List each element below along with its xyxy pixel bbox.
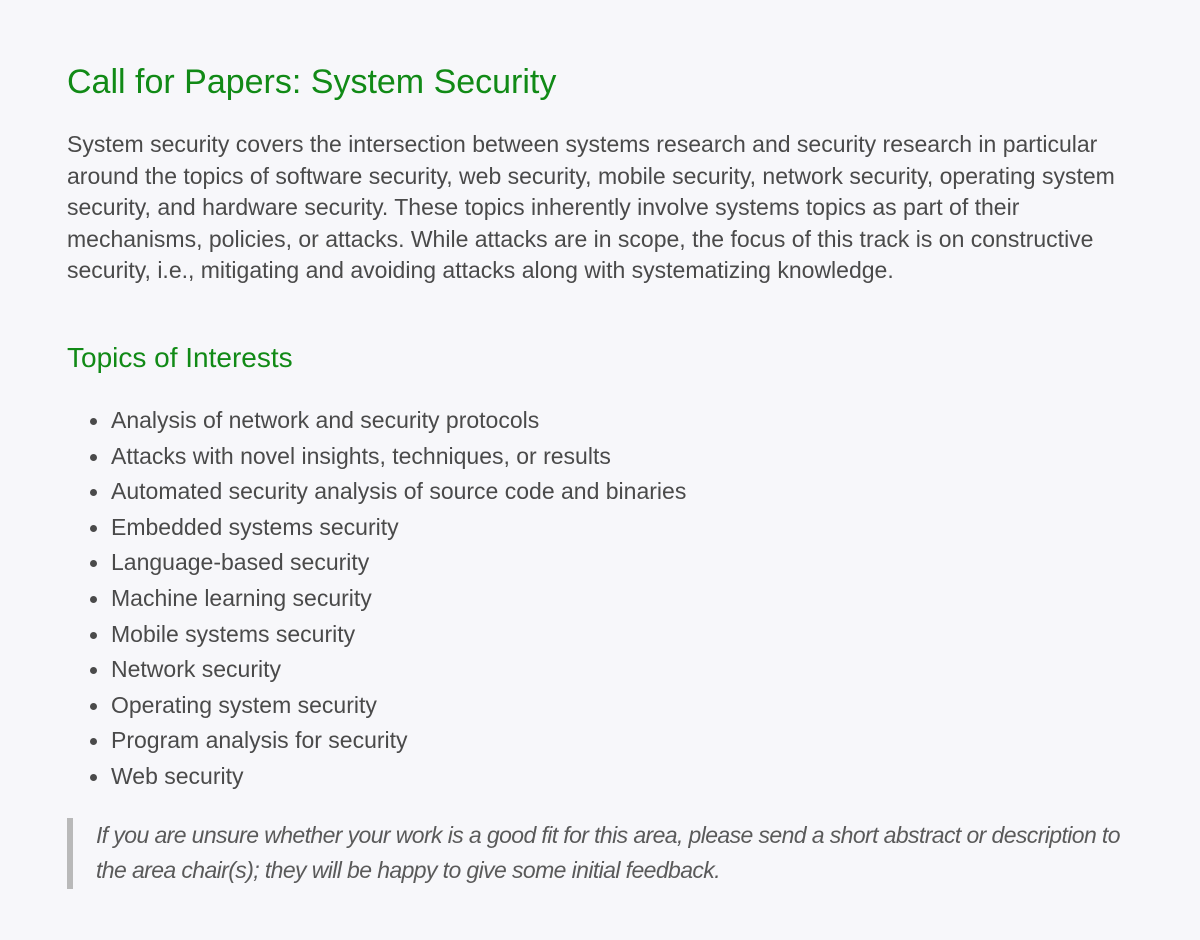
bullet-icon xyxy=(90,774,97,781)
topic-label: Analysis of network and security protocols xyxy=(111,407,540,433)
bullet-icon xyxy=(90,454,97,461)
list-item xyxy=(67,439,686,475)
list-item xyxy=(67,403,686,439)
topic-label: Language-based security xyxy=(111,549,370,576)
list-item xyxy=(67,474,686,510)
list-item xyxy=(67,617,686,653)
topic-label: Program analysis for security xyxy=(111,727,408,754)
topic-label: Mobile systems security xyxy=(111,620,356,647)
intro-paragraph: System security covers the intersection between systems research and security research in particular around the topics of software security, web security, mobile security, network security, operating system security, and hardware security. These topics inherently involve systems topics as part of their mechanisms, policies, or attacks. While attacks are in scope, the focus of this track is on constructive security, i.e., mitigating and avoiding attacks along with systematizing knowledge. xyxy=(67,131,1115,284)
topic-label: Web security xyxy=(111,762,244,789)
topics-list xyxy=(67,403,686,795)
list-item xyxy=(67,688,686,724)
topic-label: Attacks with novel insights, techniques, or results xyxy=(111,442,611,469)
bullet-icon xyxy=(90,632,97,639)
bullet-icon xyxy=(90,667,97,674)
bullet-icon xyxy=(90,525,97,532)
list-item xyxy=(67,652,686,688)
feedback-note-text: If you are unsure whether your work is a good fit for this area, please send a short abstract or description to the area chair(s); they will be happy to give some initial feedback. xyxy=(96,822,1120,883)
feedback-note xyxy=(67,818,1137,889)
topic-label: Machine learning security xyxy=(111,584,372,611)
page-title: Call for Papers: System Security xyxy=(67,63,557,101)
topic-label: Network security xyxy=(111,656,281,683)
bullet-icon xyxy=(90,703,97,710)
list-item xyxy=(67,723,686,759)
bullet-icon xyxy=(90,738,97,745)
topic-label: Embedded systems security xyxy=(111,513,399,540)
topics-heading: Topics of Interests xyxy=(67,342,293,373)
bullet-icon xyxy=(90,489,97,496)
topic-label: Automated security analysis of source code and binaries xyxy=(111,478,687,505)
bullet-icon xyxy=(90,596,97,603)
topic-label: Operating system security xyxy=(111,691,377,718)
list-item xyxy=(67,510,686,546)
list-item xyxy=(67,545,686,581)
bullet-icon xyxy=(90,418,97,425)
list-item xyxy=(67,759,686,795)
list-item xyxy=(67,581,686,617)
bullet-icon xyxy=(90,560,97,567)
